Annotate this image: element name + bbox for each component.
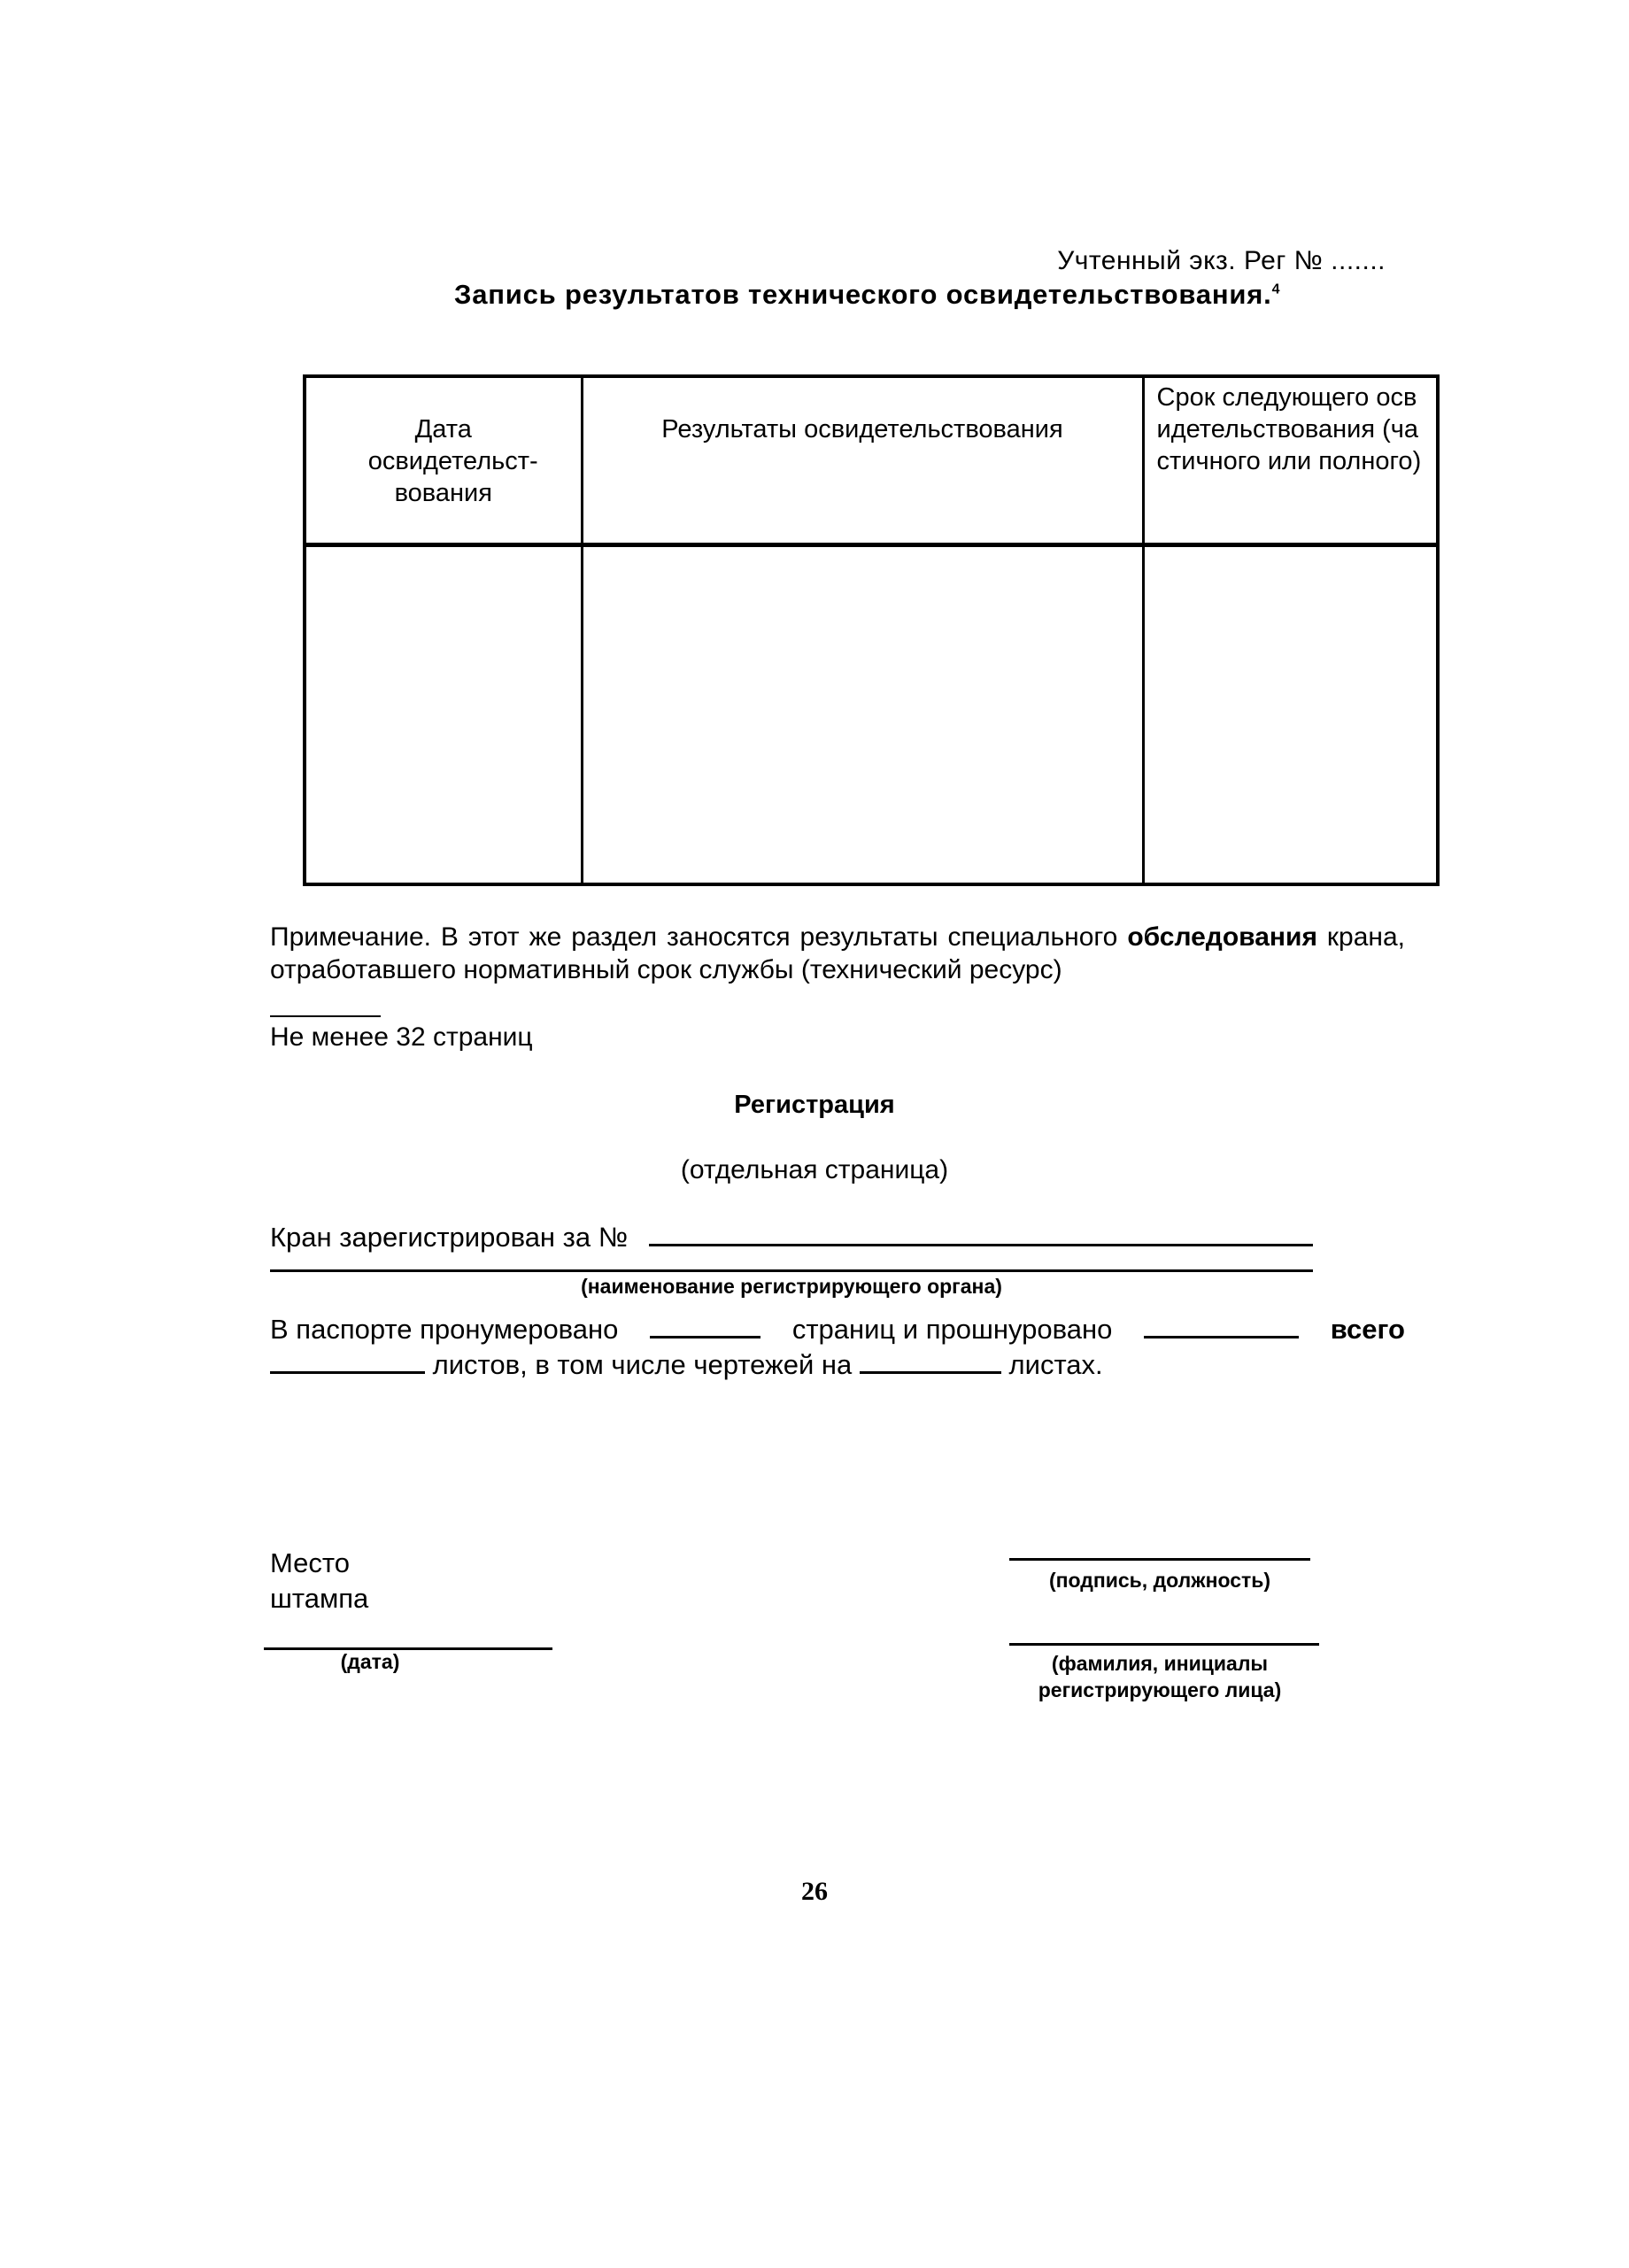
column-header-next-inspection-text: Срок следующего освидетельствования (частичного или полного) xyxy=(1156,383,1422,475)
note-bold-word: обследования xyxy=(1127,922,1317,952)
table-cell-date[interactable] xyxy=(305,545,582,885)
drawings-count-field[interactable] xyxy=(860,1348,1001,1374)
passport-paragraph xyxy=(270,1312,1405,1383)
signature-caption: (подпись, должность) xyxy=(1048,1569,1271,1592)
inspection-results-table xyxy=(303,374,1440,886)
footnote-text: Не менее 32 страниц xyxy=(270,1022,533,1052)
column-header-date xyxy=(305,376,582,545)
registration-copy-line: Учтенный экз. Рег № ....... xyxy=(1057,246,1386,275)
registrar-name-caption-line2: регистрирующего лица) xyxy=(1038,1678,1282,1701)
registering-authority-caption: (наименование регистрирующего органа) xyxy=(581,1275,1002,1298)
record-title xyxy=(454,279,1280,311)
pages-count-field[interactable] xyxy=(650,1313,760,1338)
passport-text-pages-laced: страниц и прошнуровано xyxy=(791,1314,1113,1345)
record-title-footnote-ref: 4 xyxy=(1271,282,1281,297)
crane-registered-label: Кран зарегистрирован за № xyxy=(270,1222,628,1253)
stamp-place-line2: штампа xyxy=(270,1583,369,1614)
note-text-part2: крана, отработавшего нормативный срок службы (технический ресурс) xyxy=(270,922,1405,984)
record-title-text: Запись результатов технического освидетельствования. xyxy=(454,279,1272,310)
registrar-name-field[interactable] xyxy=(1009,1643,1319,1646)
sheets-total-field[interactable] xyxy=(270,1348,425,1374)
footnote-divider xyxy=(270,1015,381,1017)
registration-title: Регистрация xyxy=(734,1091,895,1119)
page-number: 26 xyxy=(801,1877,828,1906)
passport-text-total: всего xyxy=(1330,1314,1405,1345)
column-header-results: Результаты освидетельствования xyxy=(582,376,1143,545)
passport-line-2 xyxy=(270,1347,1405,1383)
laced-count-field[interactable] xyxy=(1144,1313,1299,1338)
stamp-place-line1: Место xyxy=(270,1547,351,1578)
date-caption: (дата) xyxy=(340,1650,400,1673)
passport-text-on-sheets: листах. xyxy=(1008,1349,1103,1380)
registration-subtitle: (отдельная страница) xyxy=(680,1155,949,1184)
note-paragraph xyxy=(270,921,1405,986)
registering-authority-field[interactable] xyxy=(270,1269,1313,1272)
passport-text-numbered: В паспорте пронумеровано xyxy=(270,1314,619,1345)
stamp-place xyxy=(270,1546,368,1616)
column-header-date-text: Дата освидетельст-вования xyxy=(367,415,538,507)
registrar-name-caption xyxy=(1009,1650,1310,1703)
passport-text-sheets-including: листов, в том числе чертежей на xyxy=(432,1349,853,1380)
signature-field[interactable] xyxy=(1009,1558,1310,1561)
table-row xyxy=(305,545,1438,885)
table-cell-next-inspection[interactable] xyxy=(1143,545,1438,885)
registrar-name-caption-line1: (фамилия, инициалы xyxy=(1051,1652,1269,1675)
registration-number-field[interactable] xyxy=(649,1244,1313,1246)
table-cell-results[interactable] xyxy=(582,545,1143,885)
note-text-part1: Примечание. В этот же раздел заносятся результаты специального xyxy=(270,922,1128,952)
table-header-row xyxy=(305,376,1438,545)
column-header-next-inspection xyxy=(1143,376,1438,545)
passport-line-1 xyxy=(270,1312,1405,1347)
